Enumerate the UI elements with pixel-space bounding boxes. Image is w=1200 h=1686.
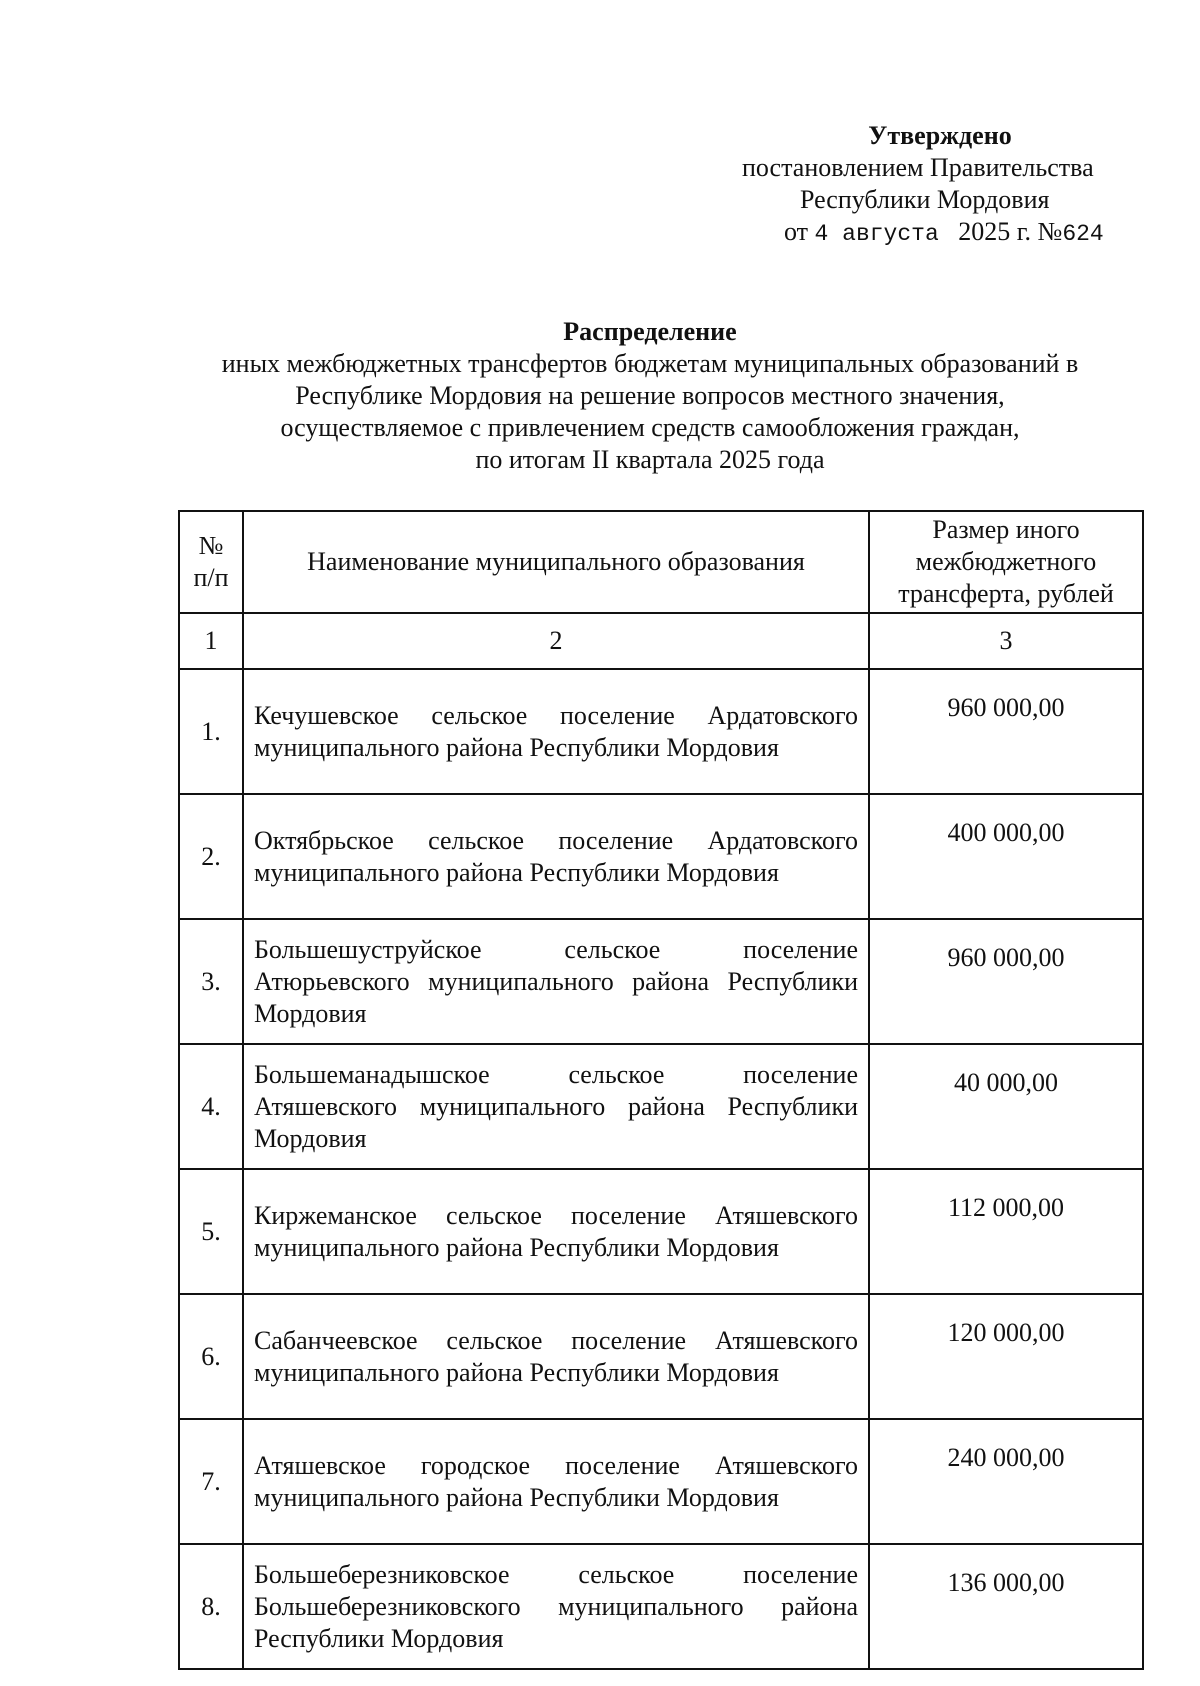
row-number: 5. <box>179 1169 243 1294</box>
row-number: 8. <box>179 1544 243 1669</box>
header-num-abbr: п/п <box>193 563 229 592</box>
header-num-symbol: № <box>198 531 224 560</box>
transfer-amount: 136 000,00 <box>869 1544 1143 1669</box>
header-amount-line-3: трансферта, рублей <box>898 579 1114 608</box>
transfer-amount: 960 000,00 <box>869 919 1143 1044</box>
table-row <box>179 1294 1143 1419</box>
municipality-name: Большешуструйское сельское поселение Атюрьевского муниципального района Республики Мордовия <box>243 919 869 1044</box>
table-row <box>179 919 1143 1044</box>
column-number-row <box>179 613 1143 669</box>
column-number-3: 3 <box>869 613 1143 669</box>
municipality-name: Октябрьское сельское поселение Ардатовского муниципального района Республики Мордовия <box>243 794 869 919</box>
municipality-name: Большеманадышское сельское поселение Атяшевского муниципального района Республики Мордовия <box>243 1044 869 1169</box>
municipality-name: Сабанчеевское сельское поселение Атяшевского муниципального района Республики Мордовия <box>243 1294 869 1419</box>
title-heading: Распределение <box>563 317 737 346</box>
transfer-amount: 240 000,00 <box>869 1419 1143 1544</box>
header-num <box>179 511 243 613</box>
approval-line-decree: постановлением Правительства <box>742 153 1094 182</box>
table-row <box>179 1419 1143 1544</box>
column-number-1: 1 <box>179 613 243 669</box>
header-amount-line-1: Размер иного <box>932 515 1080 544</box>
title-line-4: по итогам II квартала 2025 года <box>475 445 825 474</box>
header-amount-line-2: межбюджетного <box>915 547 1097 576</box>
table-row <box>179 1044 1143 1169</box>
transfer-amount: 120 000,00 <box>869 1294 1143 1419</box>
row-number: 6. <box>179 1294 243 1419</box>
row-number: 1. <box>179 669 243 794</box>
table-row <box>179 669 1143 794</box>
municipality-name: Атяшевское городское поселение Атяшевского муниципального района Республики Мордовия <box>243 1419 869 1544</box>
header-amount <box>869 511 1143 613</box>
approval-line-republic: Республики Мордовия <box>800 185 1050 214</box>
municipality-name: Киржеманское сельское поселение Атяшевского муниципального района Республики Мордовия <box>243 1169 869 1294</box>
approval-block <box>700 120 1160 250</box>
row-number: 4. <box>179 1044 243 1169</box>
transfer-amount: 960 000,00 <box>869 669 1143 794</box>
title-line-2: Республике Мордовия на решение вопросов местного значения, <box>295 381 1005 410</box>
row-number: 2. <box>179 794 243 919</box>
municipality-name: Большеберезниковское сельское поселение Большеберезниковского муниципального района Республики Мордовия <box>243 1544 869 1669</box>
document-title <box>160 316 1140 476</box>
approval-date-line <box>700 216 1160 250</box>
date-value: 4 августа <box>814 221 939 247</box>
row-number: 7. <box>179 1419 243 1544</box>
table-row <box>179 794 1143 919</box>
column-number-2: 2 <box>243 613 869 669</box>
row-number: 3. <box>179 919 243 1044</box>
table-row <box>179 1544 1143 1669</box>
distribution-table <box>178 510 1144 1670</box>
transfer-amount: 40 000,00 <box>869 1044 1143 1169</box>
approval-title: Утверждено <box>868 121 1012 150</box>
decree-number: 624 <box>1062 221 1104 247</box>
transfer-amount: 400 000,00 <box>869 794 1143 919</box>
table-header-row <box>179 511 1143 613</box>
header-name: Наименование муниципального образования <box>243 511 869 613</box>
title-line-3: осуществляемое с привлечением средств самообложения граждан, <box>280 413 1020 442</box>
municipality-name: Кечушевское сельское поселение Ардатовского муниципального района Республики Мордовия <box>243 669 869 794</box>
table-row <box>179 1169 1143 1294</box>
year-part: 2025 г. № <box>958 217 1063 246</box>
title-line-1: иных межбюджетных трансфертов бюджетам муниципальных образований в <box>221 349 1079 378</box>
transfer-amount: 112 000,00 <box>869 1169 1143 1294</box>
date-prefix: от <box>784 217 809 246</box>
